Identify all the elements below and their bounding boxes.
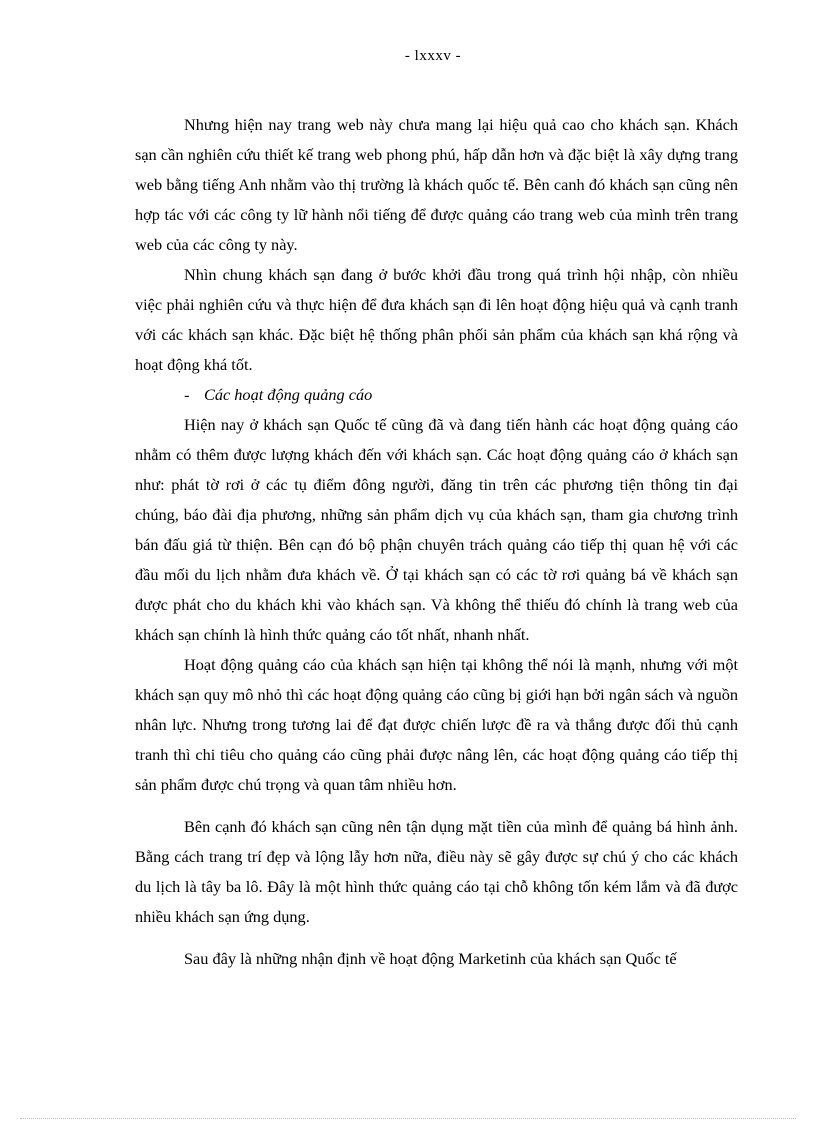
paragraph-integration-overview: Nhìn chung khách sạn đang ở bước khởi đầu trong quá trình hội nhập, còn nhiều việc phải nghiên cứu và thực hiện để đưa khách sạn đi lên hoạt động hiệu quả và cạnh tranh với các khách sạn khác. Đặc biệt hệ thống phân phối sản phẩm của khách sạn khá rộng và hoạt động khá tốt. [135,265,738,374]
page-number: - lxxxv - [404,48,462,64]
page-bottom-divider [20,1118,796,1119]
document-body [135,110,738,974]
paragraph-advertising-activities: Hiện nay ở khách sạn Quốc tế cũng đã và đang tiến hành các hoạt động quảng cáo nhằm có thêm được lượng khách đến với khách sạn. Các hoạt động quảng cáo ở khách sạn như: phát tờ rơi ở các tụ điểm đông người, đăng tin trên các phương tiện thông tin đại chúng, báo đài địa phương, những sản phẩm dịch vụ của khách sạn, tham gia chương trình bán đấu giá từ thiện. Bên cạn đó bộ phận chuyên trách quảng cáo tiếp thị quan hệ với các đầu mối du lịch nhằm đưa khách về. Ở tại khách sạn có các tờ rơi quảng bá về khách sạn được phát cho du khách khi vào khách sạn. Và không thể thiếu đó chính là trang web của khách sạn chính là hình thức quảng cáo tốt nhất, nhanh nhất. [135,415,738,644]
section-heading-advertising [135,380,738,410]
paragraph-facade-promotion: Bên cạnh đó khách sạn cũng nên tận dụng mặt tiền của mình để quảng bá hình ảnh. Bằng cách trang trí đẹp và lộng lẫy hơn nữa, điều này sẽ gây được sự chú ý cho các khách du lịch là tây ba lô. Đây là một hình thức quảng cáo tại chỗ không tốn kém lắm và đã được nhiều khách sạn ứng dụng. [135,817,738,926]
paragraph-advertising-limits: Hoạt động quảng cáo của khách sạn hiện tại không thể nói là mạnh, nhưng với một khách sạn quy mô nhỏ thì các hoạt động quảng cáo cũng bị giới hạn bởi ngân sách và nguồn nhân lực. Nhưng trong tương lai để đạt được chiến lược đề ra và thắng được đối thủ cạnh tranh thì chi tiêu cho quảng cáo cũng phải được nâng lên, các hoạt động quảng cáo tiếp thị sản phẩm được chú trọng và quan tâm nhiều hơn. [135,655,738,794]
section-heading-text: Các hoạt động quảng cáo [204,385,373,404]
bullet-dash: - [184,385,190,404]
paragraph-web-improvement: Nhưng hiện nay trang web này chưa mang lại hiệu quả cao cho khách sạn. Khách sạn cần nghiên cứu thiết kế trang web phong phú, hấp dẫn hơn và đặc biệt là xây dựng trang web bằng tiếng Anh nhằm vào thị trường là khách quốc tế. Bên canh đó khách sạn cũng nên hợp tác với các công ty lữ hành nổi tiếng để được quảng cáo trang web của mình trên trang web của các công ty này. [135,115,738,254]
paragraph-marketing-assessment: Sau đây là những nhận định về hoạt động Marketinh của khách sạn Quốc tế [184,949,677,968]
